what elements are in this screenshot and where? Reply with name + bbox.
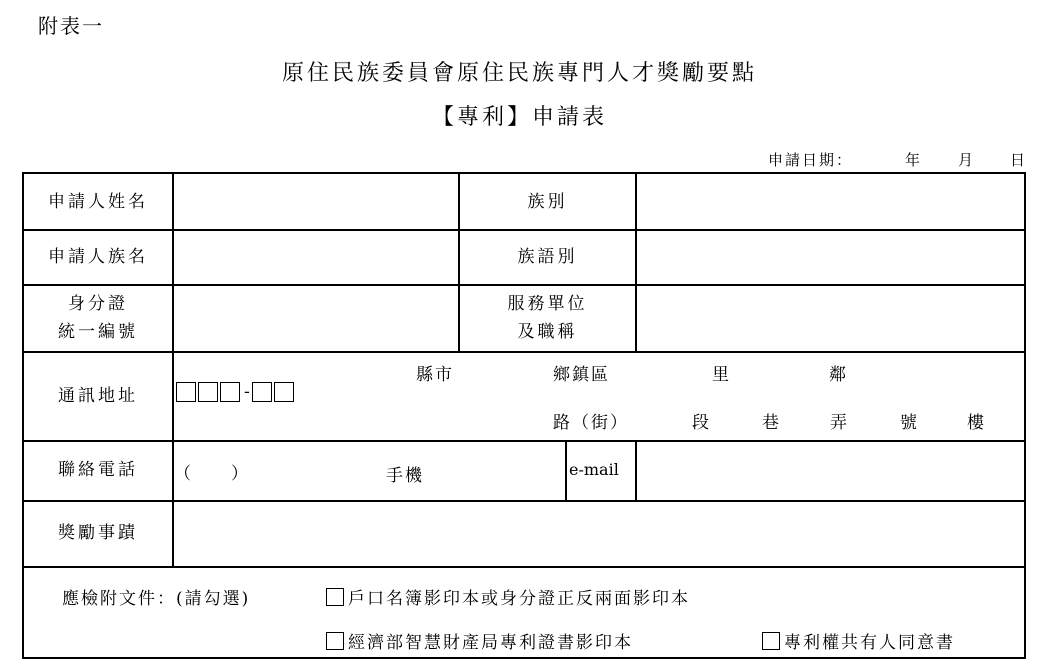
postal-box-4[interactable] bbox=[252, 382, 272, 402]
document-item-household-text: 戶口名簿影印本或身分證正反兩面影印本 bbox=[348, 589, 690, 609]
postal-box-3[interactable] bbox=[220, 382, 240, 402]
application-form bbox=[22, 172, 1026, 659]
address-road: 路（街） bbox=[553, 413, 629, 433]
language-label: 族語別 bbox=[517, 246, 578, 267]
id-number-label bbox=[24, 284, 172, 351]
phone-area-code[interactable]: （ ） bbox=[174, 464, 250, 484]
postal-code-boxes[interactable] bbox=[176, 381, 296, 402]
email-field[interactable] bbox=[637, 442, 1024, 500]
id-number-field[interactable] bbox=[174, 286, 458, 351]
document-item-household[interactable] bbox=[326, 584, 690, 609]
address-neighborhood: 鄰 bbox=[829, 365, 848, 385]
native-name-field[interactable] bbox=[174, 231, 458, 284]
address-lane: 巷 bbox=[762, 413, 781, 433]
address-county: 縣市 bbox=[416, 365, 454, 385]
tribe-label: 族別 bbox=[527, 191, 568, 212]
address-floor: 樓 bbox=[967, 413, 986, 433]
postal-dash: - bbox=[244, 381, 250, 402]
address-township: 鄉鎮區 bbox=[553, 365, 610, 385]
attachment-label: 附表一 bbox=[38, 14, 104, 38]
address-label: 通訊地址 bbox=[58, 385, 138, 406]
applicant-name-label: 申請人姓名 bbox=[48, 191, 148, 212]
address-village: 里 bbox=[712, 365, 731, 385]
postal-box-5[interactable] bbox=[274, 382, 294, 402]
email-label: e-mail bbox=[569, 460, 619, 479]
employer-label-line1: 服務單位 bbox=[507, 293, 588, 314]
id-number-label-line1: 身分證 bbox=[68, 293, 128, 314]
employer-label-line2: 及職稱 bbox=[517, 321, 578, 342]
documents-label: 應檢附文件：(請勾選) bbox=[62, 589, 251, 609]
document-item-co-owner-text: 專利權共有人同意書 bbox=[784, 633, 955, 653]
checkbox-household[interactable] bbox=[326, 588, 344, 606]
document-item-patent-cert-text: 經濟部智慧財產局專利證書影印本 bbox=[348, 633, 633, 653]
postal-box-2[interactable] bbox=[198, 382, 218, 402]
id-number-label-line2: 統一編號 bbox=[58, 321, 138, 342]
award-label: 獎勵事蹟 bbox=[58, 523, 138, 543]
postal-box-1[interactable] bbox=[176, 382, 196, 402]
document-item-co-owner[interactable] bbox=[762, 628, 955, 653]
tribe-field[interactable] bbox=[637, 176, 1024, 229]
date-label: 申請日期： bbox=[768, 151, 854, 169]
date-day: 日 bbox=[1010, 151, 1028, 169]
form-title: 原住民族委員會原住民族專門人才獎勵要點 bbox=[281, 61, 757, 86]
address-section: 段 bbox=[692, 413, 711, 433]
phone-label: 聯絡電話 bbox=[58, 460, 138, 480]
employer-field[interactable] bbox=[637, 286, 1024, 351]
checkbox-co-owner[interactable] bbox=[762, 632, 780, 650]
employer-label bbox=[460, 284, 635, 351]
form-subtitle: 【專利】申請表 bbox=[431, 105, 607, 130]
applicant-name-field[interactable] bbox=[174, 176, 458, 229]
date-year: 年 bbox=[905, 151, 923, 169]
mobile-label: 手機 bbox=[386, 466, 424, 486]
document-item-patent-cert[interactable] bbox=[326, 628, 633, 653]
date-month: 月 bbox=[958, 151, 976, 169]
award-field[interactable] bbox=[174, 502, 1024, 566]
address-alley: 弄 bbox=[830, 413, 849, 433]
language-field[interactable] bbox=[637, 231, 1024, 284]
address-number: 號 bbox=[900, 413, 919, 433]
checkbox-patent-cert[interactable] bbox=[326, 632, 344, 650]
native-name-label: 申請人族名 bbox=[48, 246, 148, 267]
